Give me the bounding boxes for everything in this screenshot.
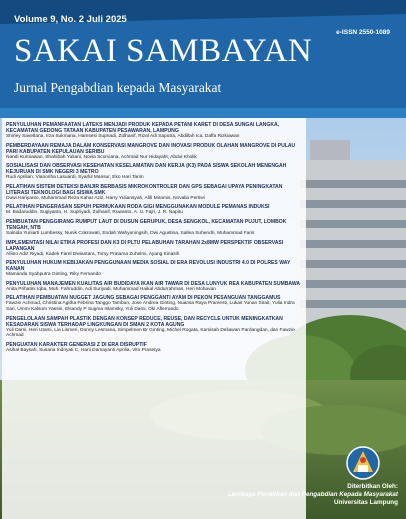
- article-title: PENGELOLAAN SAMPAH PLASTIK DENGAN KONSEP REDUCE, REUSE, DAN RECYCLE UNTUK MENINGKATKAN KESADARAN SISWA TERHADAP LINGKUNGAN DI SMAN 2 KOTA AGUNG: [6, 315, 283, 328]
- article-authors: M. Badaruddin, Sugiyanto, H. Supriyadi, Zulhanif, Ruwanto, A. U. Fajri, J. R. Napitu: [6, 210, 183, 216]
- article-title: PEMBERDAYAAN REMAJA DALAM KONSERVASI MANGROVE DAN INOVASI PRODUK OLAHAN MANGROVE DI PULAU PARI KABUPATEN KEPULAUAN SERIBU: [6, 142, 296, 155]
- article-title: PELATIHAN PEMBUATAN NUGGET JAGUNG SEBAGAI PENGGANTI AYAM DI PEKON PESANGUAN TANGGAMUS: [6, 295, 281, 302]
- article-authors: Shirley Savetlana, Irza Sukmana, Hamsesi Supriadi, Zulhanif, Rizal Adi Saputra, Abdillah Ica, Daffa Rizkiawan: [6, 134, 240, 139]
- toc-entry: [6, 184, 302, 202]
- article-title: PENYULUHAN PEMANFAATAN LATEKS MENJADI PRODUK KEPADA PETANI KARET DI DESA SUNGAI LANGKA, KECAMATAN GEDONG TATAAN KABUPATEN PESAWARAN, LAMPUNG: [6, 122, 280, 134]
- toc-entry: [6, 316, 302, 339]
- article-authors: Anita Prihatini Iqba, Muh. Fahruddin, Adi Suriyadi, Muhammad Haikal Abdurrahman, Heri Mohavan: [6, 286, 216, 292]
- article-authors: Mamanda Syahputra Ginting, Riky Fernando: [6, 272, 101, 278]
- toc-entry: [6, 163, 302, 181]
- article-title: PEMBUATAN PENGGIRANG RUMPUT LAUT DI DUSUN GERUPUK, DESA SENGKOL, KECAMATAN PUJUT, LOMBOK TENGAH, NTB: [6, 218, 287, 231]
- article-authors: Afiino Adiz Riyadi, Kadek Farel Dwiantara, Tomy Pratama Zuhelmi, Ayang Kinasih: [6, 251, 180, 257]
- volume-issue: Volume 9, No. 2 Juli 2025: [14, 14, 127, 25]
- article-title: PELATIHAN PENGERASAN SEPUH PERMUKAAN RODA GIGI MENGGUNAKAN MODULE PEMANAS INDUKSI: [6, 204, 270, 211]
- toc-entry: [6, 295, 302, 312]
- article-authors: Nandi Kurniawan, Shahibah Yuliani, Novia Scorviana, Achmad Nur Hidayaht, Abdul Kholik: [6, 154, 197, 160]
- toc-entry: [6, 204, 302, 216]
- article-authors: Fawzie Achmad, Christina Agitha Febrina Tanggo Tambun, Jose Andrea Ginting, Nuansa Raya Pramesti, Lukas Yunan Sirait, Yulia Indra Sari, Ummi Kalsum Yassin, Elsandy P Sugma Islamsky, Yuli Dami, Oki Aflerrando: [6, 301, 295, 312]
- article-authors: Rudi Aprilian, Vianoriha Lasuardi, Syaiful Mansur, Eko Hari Tarim: [6, 175, 144, 181]
- table-of-contents: [6, 122, 302, 356]
- publisher-name: Lembaga Penelitian dan Pengabdian Kepada Masyarakat: [227, 491, 398, 498]
- toc-entry: [6, 122, 302, 140]
- toc-entry: [6, 219, 302, 237]
- article-title: PENYULUHAN HUKUM KEBIJAKAN PENGGUNAAN MEDIA SOSIAL DI ERA REVOLUSI INDUSTRI 4.0 DI POLRES WAY KANAN: [6, 260, 291, 273]
- publisher-label: Diterbitkan Oleh:: [347, 483, 398, 490]
- article-authors: Asihal Baysah, Susana Indriyati C, Hani Damayanti Aprilia, Vito Prasetya: [6, 347, 161, 353]
- article-title: PENGUATAN KARAKTER GENERASI Z DI ERA DISRUPTIF: [6, 341, 147, 348]
- journal-subtitle: Jurnal Pengabdian kepada Masyarakat: [14, 80, 222, 95]
- article-title: PELATIHAN SISTEM DETEKSI BANJIR BERBASIS MIKROKONTROLER DAN GPS SEBAGAI UPAYA PENINGKATAN LITERASI TEKNOLOGI BAGI SISWA SMK: [6, 183, 283, 196]
- issn-number: e-ISSN 2550-1089: [336, 29, 390, 36]
- toc-entry: [6, 143, 302, 161]
- article-title: PENYULUHAN MANAJEMEN KUALITAS AIR BUDIDAYA IKAN AIR TAWAR DI DESA LUNYUK REA KABUPATEN SUMBAWA: [6, 280, 301, 287]
- university-logo-icon: [346, 446, 380, 480]
- publisher-block: [228, 483, 398, 506]
- toc-entry: [6, 342, 302, 354]
- toc-entry: [6, 240, 302, 258]
- article-title: IMPLEMENTASI NILAI ETIKA PROFESI DAN K3 DI PLTU PELABUHAN TARAHAN 2x8MW PERSPEKTIF OBSERVASI LAPANGAN: [6, 239, 284, 252]
- toc-entry: [6, 260, 302, 278]
- article-authors: Yuli Dami, Heri Utami, Lia Lismeri, Donny Lesmana, Simpelmen Br Ginting, Michel Rogata, Kamisah Deliawan Pardangdan, dan Fawzie Achmad: [6, 327, 295, 339]
- article-authors: Salnida Yuniarti Lumbessy, Nunik Cokrowati, Endah Wahyuningsih, Dwi Agustina, Sallea Suhendri, Muhammad Faris: [6, 230, 255, 236]
- toc-entry: [6, 281, 302, 293]
- publisher-university: Universitas Lampung: [333, 499, 398, 506]
- article-title: SOSIALISASI DAN OBSERVASI KESEHATAN KESELAMATAN DAN KERJA (K3) PADA SISWA SEKOLAH MENENGAH KEJURUAN DI SMK NEGERI 3 METRO: [6, 163, 287, 176]
- journal-title: SAKAI SAMBAYAN: [14, 33, 313, 69]
- article-authors: Duwi Hariyanto, Muhammad Reza Kahar Aziz, Harry Yuliansyah, Alifi Miramis, Novalia Pertiwi: [6, 195, 205, 201]
